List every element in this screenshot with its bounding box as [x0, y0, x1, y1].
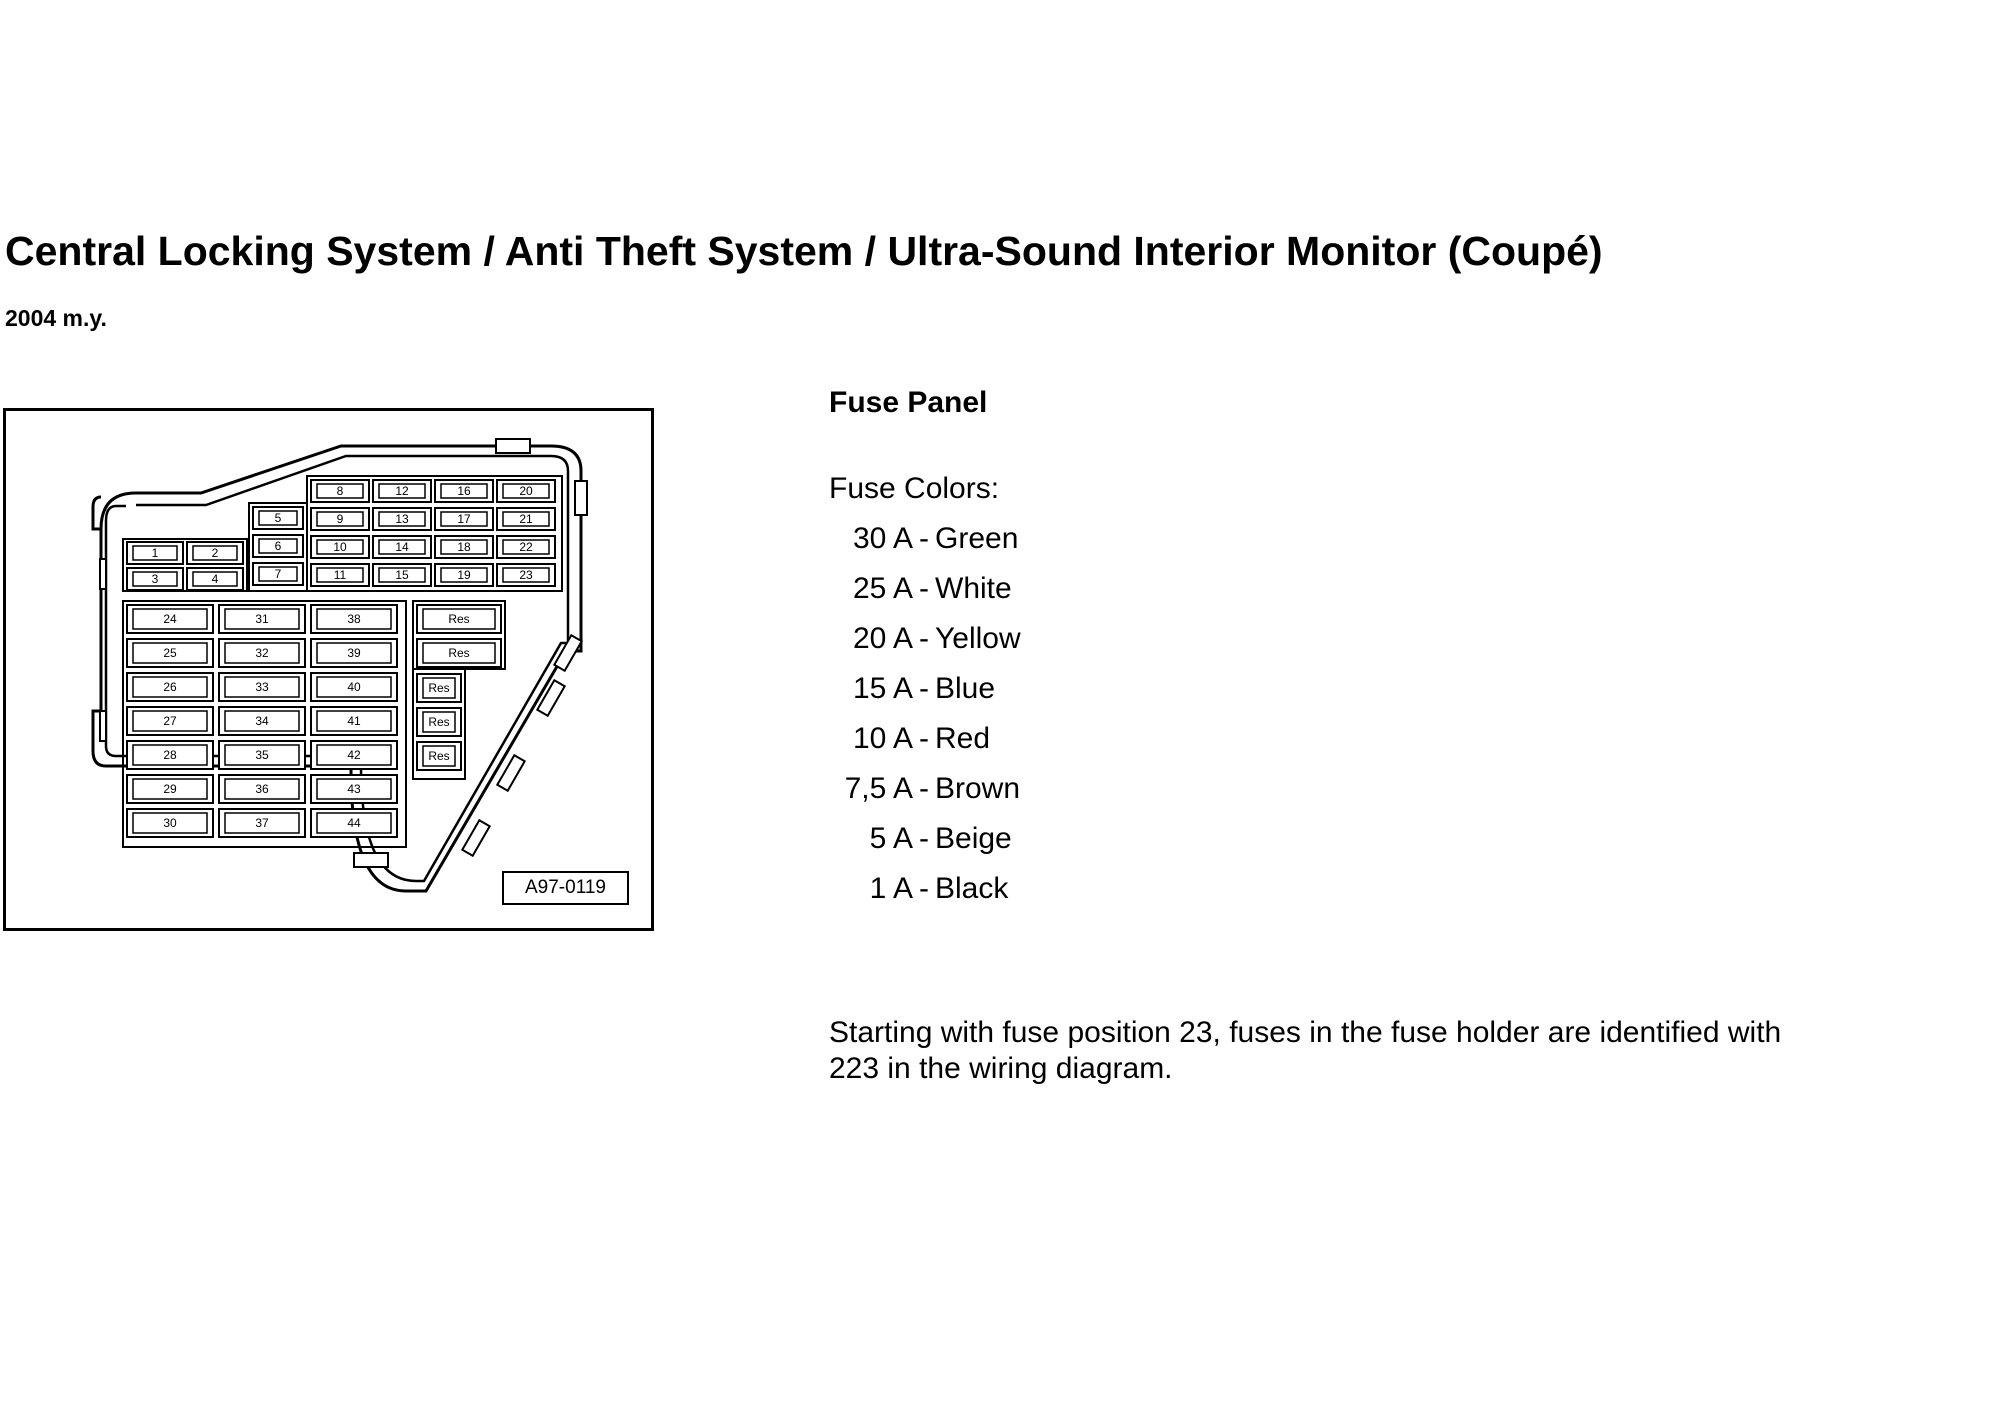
- fuse-label: 26: [163, 680, 177, 694]
- fuse-reserve: [417, 639, 501, 667]
- fuse-slots: [127, 480, 555, 837]
- fuse-39: [311, 639, 397, 667]
- fuse-color-name: Red: [935, 722, 991, 755]
- fuse-label: 33: [255, 680, 269, 694]
- fuse-32: [219, 639, 305, 667]
- fuse-color-name: Black: [935, 872, 1009, 905]
- fuse-label: 14: [395, 540, 409, 554]
- fuse-color-separator: -: [919, 872, 929, 905]
- fuse-label: 37: [255, 816, 269, 830]
- fuse-color-name: Blue: [935, 672, 996, 705]
- fuse-44: [311, 809, 397, 837]
- fuse-label: 42: [347, 748, 361, 762]
- fuse-label: 3: [151, 572, 159, 586]
- fuse-colors-label: Fuse Colors:: [829, 472, 1000, 505]
- fuse-27: [127, 707, 213, 735]
- fuse-label: 39: [347, 646, 361, 660]
- fuse-panel-title: Fuse Panel: [829, 386, 988, 419]
- fuse-color-name: Brown: [935, 772, 1021, 805]
- fuse-color-name: Beige: [935, 822, 1012, 855]
- fuse-color-amp: 25 A: [852, 572, 913, 605]
- fuse-10: [311, 536, 369, 558]
- fuse-34: [219, 707, 305, 735]
- fuse-label: 30: [163, 816, 177, 830]
- fuse-33: [219, 673, 305, 701]
- page-title: Central Locking System / Anti Theft System / Ultra-Sound Interior Monitor (Coupé): [5, 228, 1603, 274]
- fuse-12: [373, 480, 431, 502]
- fuse-box-side-lug: [554, 635, 581, 670]
- fuse-color-item: [829, 772, 1021, 822]
- fuse-label: 19: [457, 568, 471, 582]
- fuse-label: 20: [519, 484, 533, 498]
- fuse-20: [497, 480, 555, 502]
- fuse-label: 25: [163, 646, 177, 660]
- fuse-label: 2: [211, 546, 219, 560]
- fuse-label: Res: [448, 646, 470, 660]
- fuse-color-item: [829, 672, 1021, 722]
- fuse-label: 27: [163, 714, 177, 728]
- fuse-panel-drawing: [6, 411, 651, 928]
- fuse-label: 41: [347, 714, 361, 728]
- fuse-color-amp: 30 A: [852, 522, 913, 555]
- fuse-30: [127, 809, 213, 837]
- fuse-box-left-lug-2: [100, 711, 106, 741]
- fuse-box-side-lug: [537, 680, 564, 715]
- fuse-label: 12: [395, 484, 409, 498]
- fuse-color-item: [829, 722, 1021, 772]
- fuse-color-separator: -: [919, 672, 929, 705]
- fuse-18: [435, 536, 493, 558]
- fuse-37: [219, 809, 305, 837]
- fuse-1: [127, 542, 183, 564]
- fuse-label: 16: [457, 484, 471, 498]
- fuse-color-amp: 7,5 A: [844, 772, 913, 805]
- fuse-color-separator: -: [919, 822, 929, 855]
- fuse-color-item: [829, 822, 1021, 872]
- fuse-17: [435, 508, 493, 530]
- fuse-color-name: Yellow: [935, 622, 1021, 655]
- fuse-color-amp: 5 A: [869, 822, 913, 855]
- fuse-label: Res: [428, 681, 450, 695]
- fuse-label: Res: [448, 612, 470, 626]
- fuse-box-bottom-lug: [354, 853, 388, 867]
- fuse-color-amp: 1 A: [869, 872, 913, 905]
- fuse-label: 32: [255, 646, 269, 660]
- fuse-label: Res: [428, 749, 450, 763]
- fuse-color-amp: 15 A: [852, 672, 913, 705]
- fuse-label: 43: [347, 782, 361, 796]
- fuse-label: 6: [274, 539, 282, 553]
- fuse-label: 44: [347, 816, 361, 830]
- fuse-9: [311, 508, 369, 530]
- figure-id-label: A97-0119: [502, 871, 629, 905]
- fuse-color-separator: -: [919, 572, 929, 605]
- fuse-label: 17: [457, 512, 471, 526]
- fuse-24: [127, 605, 213, 633]
- fuse-40: [311, 673, 397, 701]
- fuse-2: [187, 542, 243, 564]
- fuse-38: [311, 605, 397, 633]
- fuse-22: [497, 536, 555, 558]
- fuse-15: [373, 564, 431, 586]
- fuse-box-left-lug: [100, 559, 106, 589]
- fuse-label: 24: [163, 612, 177, 626]
- fuse-label: 23: [519, 568, 533, 582]
- fuse-label: 7: [274, 567, 282, 581]
- fuse-color-separator: -: [919, 722, 929, 755]
- fuse-color-item: [829, 522, 1021, 572]
- fuse-label: 35: [255, 748, 269, 762]
- fuse-label: 28: [163, 748, 177, 762]
- fuse-43: [311, 775, 397, 803]
- fuse-color-list: [829, 522, 1021, 922]
- fuse-panel-diagram: [3, 408, 654, 931]
- fuse-26: [127, 673, 213, 701]
- fuse-label: 13: [395, 512, 409, 526]
- fuse-label: 18: [457, 540, 471, 554]
- fuse-color-amp: 10 A: [852, 722, 913, 755]
- fuse-42: [311, 741, 397, 769]
- fuse-label: 10: [333, 540, 347, 554]
- fuse-label: 38: [347, 612, 361, 626]
- fuse-label: 31: [255, 612, 269, 626]
- fuse-28: [127, 741, 213, 769]
- fuse-label: 1: [151, 546, 159, 560]
- fuse-8: [311, 480, 369, 502]
- fuse-label: 29: [163, 782, 177, 796]
- fuse-label: 34: [255, 714, 269, 728]
- fuse-label: 36: [255, 782, 269, 796]
- fuse-label: 21: [519, 512, 533, 526]
- fuse-19: [435, 564, 493, 586]
- fuse-16: [435, 480, 493, 502]
- fuse-color-item: [829, 622, 1021, 672]
- fuse-color-amp: 20 A: [852, 622, 913, 655]
- fuse-23: [497, 564, 555, 586]
- fuse-reserve: [417, 742, 461, 770]
- fuse-reserve: [417, 708, 461, 736]
- fuse-7: [253, 563, 303, 585]
- fuse-color-separator: -: [919, 772, 929, 805]
- fuse-35: [219, 741, 305, 769]
- fuse-3: [127, 568, 183, 590]
- fuse-reserve: [417, 674, 461, 702]
- fuse-box-side-lug: [575, 481, 587, 515]
- fuse-31: [219, 605, 305, 633]
- fuse-label: 15: [395, 568, 409, 582]
- fuse-label: 40: [347, 680, 361, 694]
- wiring-note: Starting with fuse position 23, fuses in the fuse holder are identified with 223 in the wiring diagram.: [829, 1016, 1782, 1085]
- fuse-11: [311, 564, 369, 586]
- fuse-label: Res: [428, 715, 450, 729]
- fuse-label: 11: [333, 568, 347, 582]
- fuse-5: [253, 507, 303, 529]
- fuse-color-separator: -: [919, 522, 929, 555]
- fuse-color-item: [829, 572, 1021, 622]
- fuse-color-name: White: [935, 572, 1012, 605]
- fuse-box-side-lug: [462, 820, 489, 855]
- fuse-29: [127, 775, 213, 803]
- fuse-label: 9: [336, 512, 344, 526]
- fuse-color-name: Green: [935, 522, 1019, 555]
- fuse-14: [373, 536, 431, 558]
- fuse-41: [311, 707, 397, 735]
- fuse-21: [497, 508, 555, 530]
- fuse-box-top-tab: [496, 439, 530, 453]
- fuse-25: [127, 639, 213, 667]
- fuse-label: 4: [211, 572, 219, 586]
- fuse-6: [253, 535, 303, 557]
- model-year: 2004 m.y.: [5, 305, 107, 331]
- fuse-color-item: [829, 872, 1021, 922]
- fuse-reserve: [417, 605, 501, 633]
- fuse-color-separator: -: [919, 622, 929, 655]
- fuse-label: 22: [519, 540, 533, 554]
- fuse-13: [373, 508, 431, 530]
- fuse-label: 8: [336, 484, 344, 498]
- fuse-4: [187, 568, 243, 590]
- fuse-36: [219, 775, 305, 803]
- fuse-label: 5: [274, 511, 282, 525]
